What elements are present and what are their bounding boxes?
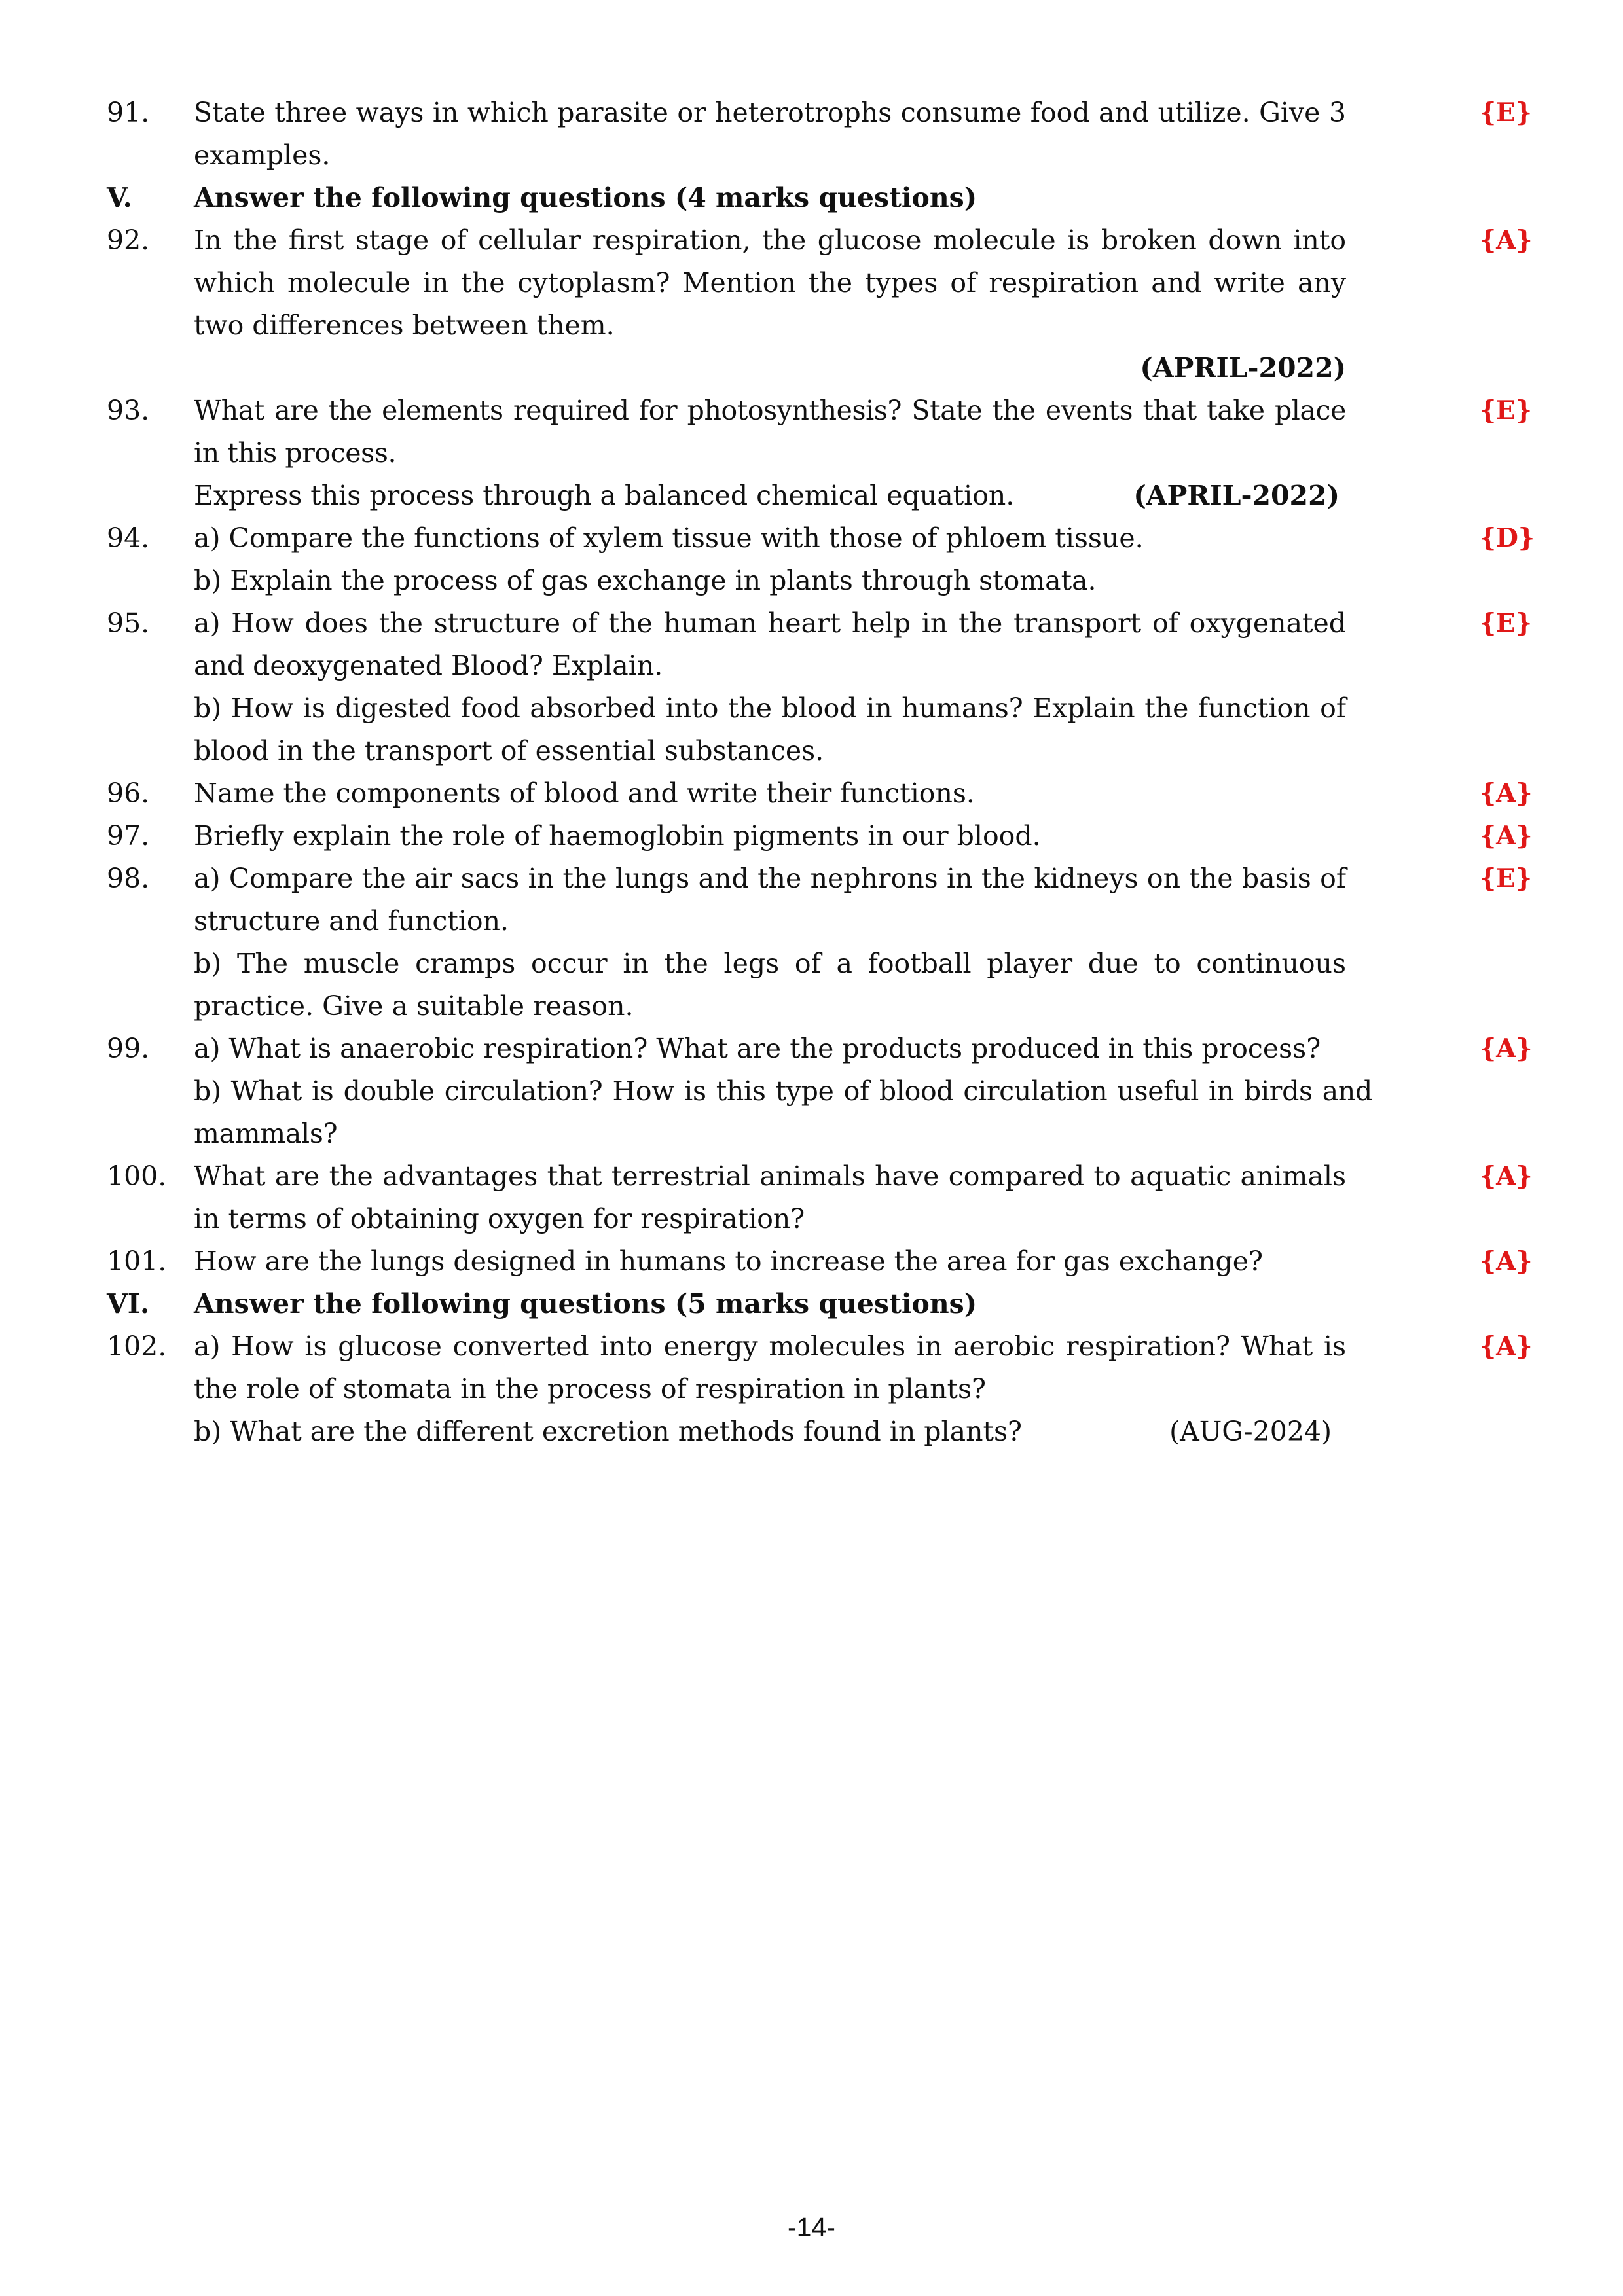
question-text xyxy=(194,219,1536,389)
question-part: a) How does the structure of the human heart help in the transport of oxygenated and deoxygenated Blood? Explain. xyxy=(194,607,1346,681)
question-part: a) Compare the air sacs in the lungs and the nephrons in the kidneys on the basis of structure and function. xyxy=(194,863,1346,937)
page-number: -14- xyxy=(788,2212,835,2242)
question-number: 97. xyxy=(107,820,150,852)
question-text xyxy=(194,1325,1536,1453)
exam-reference: (AUG-2024) xyxy=(1169,1416,1332,1447)
question-part: b) Explain the process of gas exchange in plants through stomata. xyxy=(194,565,1097,596)
question-number: 100. xyxy=(107,1160,167,1192)
exam-reference: (APRIL-2022) xyxy=(1133,480,1340,511)
question-part: b) What are the different excretion methods found in plants? xyxy=(194,1416,1022,1447)
difficulty-tag: {E} xyxy=(1480,863,1532,893)
difficulty-tag: {A} xyxy=(1480,225,1533,255)
question-part: In the first stage of cellular respiration, the glucose molecule is broken down into which molecule in the cytoplasm? Mention the types of respiration and write any two differences between them. xyxy=(194,224,1346,341)
question-91 xyxy=(107,92,1532,177)
question-text xyxy=(194,1028,1536,1155)
difficulty-tag: {A} xyxy=(1480,1161,1533,1191)
question-part: How are the lungs designed in humans to increase the area for gas exchange? xyxy=(194,1246,1263,1277)
question-number: 98. xyxy=(107,863,150,894)
question-97 xyxy=(107,815,1533,857)
difficulty-tag: {A} xyxy=(1480,778,1533,808)
question-93 xyxy=(107,389,1532,517)
question-102 xyxy=(107,1325,1533,1453)
section-title: Answer the following questions (4 marks questions) xyxy=(194,182,977,213)
question-text xyxy=(194,1155,1536,1240)
question-part: What are the elements required for photosynthesis? State the events that take place in this process. xyxy=(194,395,1346,469)
difficulty-tag: {E} xyxy=(1480,98,1532,128)
question-text xyxy=(194,1240,1536,1283)
question-text xyxy=(194,857,1536,1028)
question-part: Name the components of blood and write their functions. xyxy=(194,778,975,809)
question-list xyxy=(107,92,1535,1453)
question-text xyxy=(194,517,1536,602)
difficulty-tag: {A} xyxy=(1480,1033,1533,1064)
question-number: 101. xyxy=(107,1246,167,1277)
difficulty-tag: {A} xyxy=(1480,1331,1533,1361)
question-94 xyxy=(107,517,1535,602)
question-99 xyxy=(107,1028,1533,1155)
question-100 xyxy=(107,1155,1533,1240)
exam-reference: (APRIL-2022) xyxy=(1140,352,1346,384)
question-part: Express this process through a balanced chemical equation. xyxy=(194,480,1015,511)
question-number: 102. xyxy=(107,1331,167,1362)
question-text xyxy=(194,389,1536,517)
question-95 xyxy=(107,602,1532,772)
question-part: b) The muscle cramps occur in the legs of a football player due to continuous practice. Give a suitable reason. xyxy=(194,948,1346,1022)
question-part: a) Compare the functions of xylem tissue with those of phloem tissue. xyxy=(194,522,1144,554)
question-number: 99. xyxy=(107,1033,150,1064)
difficulty-tag: {D} xyxy=(1480,523,1535,553)
section-heading-vi xyxy=(107,1283,1527,1325)
difficulty-tag: {E} xyxy=(1480,395,1532,425)
question-part: Briefly explain the role of haemoglobin pigments in our blood. xyxy=(194,820,1041,852)
question-text xyxy=(194,92,1536,177)
question-number: 95. xyxy=(107,607,150,639)
question-92 xyxy=(107,219,1533,389)
question-number: 93. xyxy=(107,395,150,426)
question-text xyxy=(194,815,1536,857)
difficulty-tag: {E} xyxy=(1480,608,1532,638)
question-part: b) How is digested food absorbed into the blood in humans? Explain the function of blood in the transport of essential substances. xyxy=(194,692,1346,766)
question-part: a) What is anaerobic respiration? What are the products produced in this process? xyxy=(194,1033,1321,1064)
difficulty-tag: {A} xyxy=(1480,821,1533,851)
section-number: VI. xyxy=(107,1288,150,1319)
section-title: Answer the following questions (5 marks questions) xyxy=(194,1288,977,1319)
question-number: 91. xyxy=(107,97,150,128)
question-number: 92. xyxy=(107,224,150,256)
question-line-with-reference xyxy=(194,475,1346,517)
question-text xyxy=(194,602,1536,772)
question-98 xyxy=(107,857,1532,1028)
question-96 xyxy=(107,772,1533,815)
difficulty-tag: {A} xyxy=(1480,1246,1533,1276)
question-part: b) What is double circulation? How is this type of blood circulation useful in birds and mammals? xyxy=(194,1075,1372,1149)
question-part: What are the advantages that terrestrial animals have compared to aquatic animals in terms of obtaining oxygen for respiration? xyxy=(194,1160,1346,1234)
question-part: State three ways in which parasite or heterotrophs consume food and utilize. Give 3 examples. xyxy=(194,97,1346,171)
question-101 xyxy=(107,1240,1533,1283)
section-number: V. xyxy=(107,182,132,213)
question-part: a) How is glucose converted into energy molecules in aerobic respiration? What is the role of stomata in the process of respiration in plants? xyxy=(194,1331,1346,1405)
question-number: 94. xyxy=(107,522,150,554)
section-heading-v xyxy=(107,177,1527,219)
question-number: 96. xyxy=(107,778,150,809)
question-text xyxy=(194,772,1536,815)
question-line-with-reference xyxy=(194,1410,1346,1453)
